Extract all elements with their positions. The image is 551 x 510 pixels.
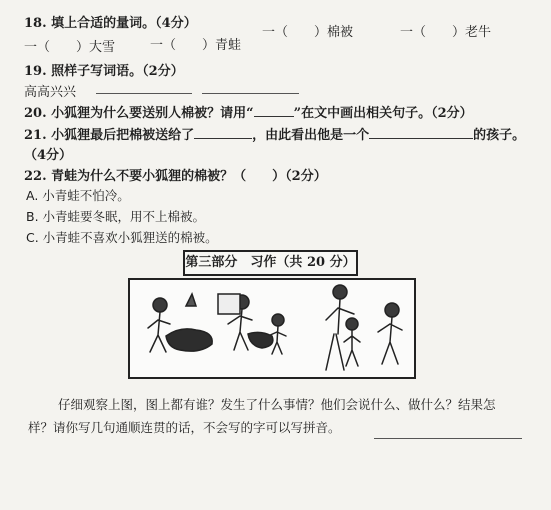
scene-illustration — [130, 280, 414, 377]
part3-title: 第三部分 习作（共 20 分） — [183, 250, 358, 276]
q21-blank-1[interactable] — [194, 126, 252, 139]
quilt-shape-2 — [248, 332, 273, 348]
q19-answer-line-2[interactable] — [202, 93, 299, 94]
q20-blank[interactable] — [254, 104, 294, 117]
child-figure-5 — [378, 303, 402, 364]
q18-item-quilt: 一（ ）棉被 — [262, 25, 354, 40]
composition-picture — [128, 278, 416, 379]
q21-score: （4分） — [24, 148, 73, 163]
child-figure-3 — [268, 314, 286, 354]
q20-text — [24, 102, 473, 121]
q22-option-b: B. 小青蛙要冬眠，用不上棉被。 — [26, 209, 206, 224]
child-figure-1 — [148, 298, 170, 352]
q21-text-b: ，由此看出他是一个 — [252, 128, 370, 143]
q21-text-c: 的孩子。 — [473, 128, 526, 143]
quilt-shape-1 — [166, 329, 212, 351]
small-animal-1 — [186, 294, 196, 306]
q21-text — [24, 124, 525, 143]
window-frame — [218, 294, 240, 314]
q21-text-a: 21. 小狐狸最后把棉被送给了 — [24, 128, 195, 143]
instruction-line-2: 样？请你写几句通顺连贯的话，不会写的字可以写拼音。 — [28, 420, 341, 435]
q19-title: 19. 照样子写词语。（2分） — [24, 64, 184, 79]
q18-item-ox: 一（ ）老牛 — [400, 25, 492, 40]
q22-option-c: C. 小青蛙不喜欢小狐狸送的棉被。 — [26, 230, 218, 245]
writing-line[interactable] — [374, 438, 522, 439]
q22-title: 22. 青蛙为什么不要小狐狸的棉被？（ ）（2分） — [24, 169, 327, 184]
q20-text-b: ”在文中画出相关句子。（2分） — [293, 106, 473, 121]
q20-text-a: 20. 小狐狸为什么要送别人棉被？请用“ — [24, 106, 254, 121]
q18-item-frog: 一（ ）青蛙 — [150, 38, 242, 53]
q21-blank-2[interactable] — [369, 126, 473, 139]
q22-option-a: A. 小青蛙不怕冷。 — [26, 188, 130, 203]
q19-answer-line-1[interactable] — [96, 93, 192, 94]
instruction-line-1: 仔细观察上图，图上都有谁？发生了什么事情？他们会说什么、做什么？结果怎 — [58, 397, 496, 412]
child-figure-4 — [344, 318, 360, 366]
q19-example: 高高兴兴 — [24, 85, 77, 100]
q18-item-snow: 一（ ）大雪 — [24, 40, 116, 55]
q18-title: 18. 填上合适的量词。（4分） — [24, 16, 197, 31]
